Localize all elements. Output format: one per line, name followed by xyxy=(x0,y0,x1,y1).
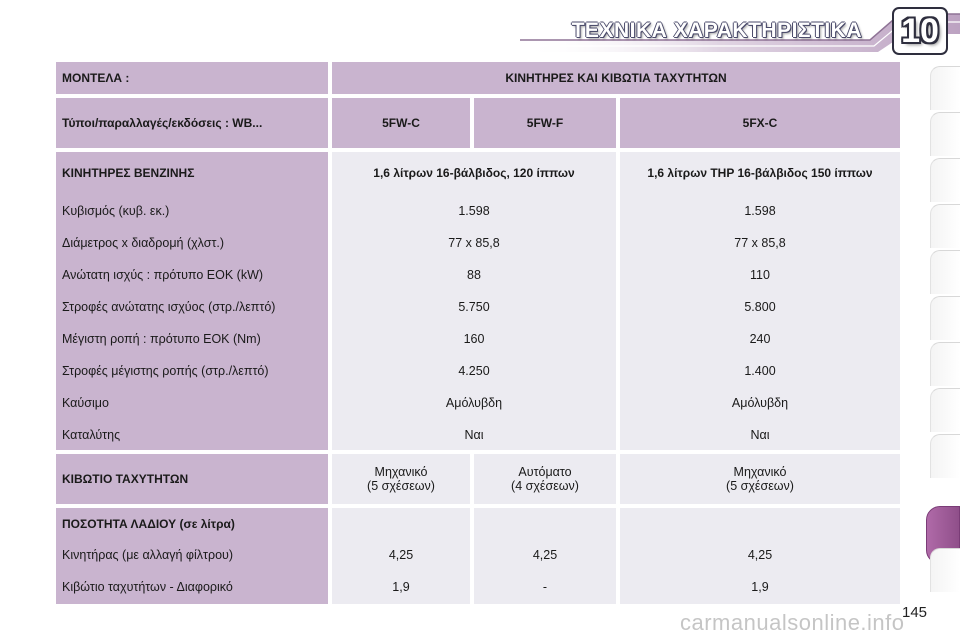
chapter-tab[interactable] xyxy=(930,66,960,110)
variant-5fx-c: 5FX-C xyxy=(620,98,900,148)
oil-row-value: 4,25 xyxy=(388,548,414,562)
spec-row-label: Καταλύτης xyxy=(62,428,121,442)
spec-row-label: Μέγιστη ροπή : πρότυπο ΕΟΚ (Nm) xyxy=(62,332,261,346)
engine-1-name: 1,6 λίτρων 16-βάλβιδος, 120 ίππων xyxy=(373,166,575,180)
chapter-tab[interactable] xyxy=(930,158,960,202)
chapter-tab[interactable] xyxy=(930,112,960,156)
chapter-header xyxy=(0,0,960,58)
chapter-tab[interactable] xyxy=(930,296,960,340)
petrol-section-title: ΚΙΝΗΤΗΡΕΣ ΒΕΝΖΙΝΗΣ xyxy=(62,166,195,180)
spec-row-value-engine1: 1.598 xyxy=(458,204,490,218)
oil-section-title: ΠΟΣΟΤΗΤΑ ΛΑΔΙΟΥ (σε λίτρα) xyxy=(62,517,235,531)
gearbox-type: Μηχανικό xyxy=(374,465,428,479)
chapter-tab[interactable] xyxy=(930,204,960,248)
gearbox-type: Μηχανικό xyxy=(733,465,787,479)
oil-row-value: 1,9 xyxy=(751,580,769,594)
spec-row-value-engine1: 5.750 xyxy=(458,300,490,314)
chapter-tab[interactable] xyxy=(930,548,960,592)
spec-row-value-engine2: 110 xyxy=(750,268,770,282)
chapter-tab[interactable] xyxy=(930,434,960,478)
gearbox-5fw-c xyxy=(332,454,470,504)
oil-row-label: Κιβώτιο ταχυτήτων - Διαφορικό xyxy=(62,580,233,594)
gearbox-5fw-f xyxy=(474,454,616,504)
spec-row-value-engine1: Αμόλυβδη xyxy=(445,396,503,410)
gearbox-5fx-c xyxy=(620,454,900,504)
spec-row-label: Στροφές ανώτατης ισχύος (στρ./λεπτό) xyxy=(62,300,276,314)
models-label: ΜΟΝΤΕΛΑ : xyxy=(56,62,328,94)
gearbox-ratios: (5 σχέσεων) xyxy=(726,479,794,493)
spec-row-value-engine1: 4.250 xyxy=(458,364,490,378)
spec-row-label: Κυβισμός (κυβ. εκ.) xyxy=(62,204,170,218)
variant-5fw-c: 5FW-C xyxy=(332,98,470,148)
types-label: Τύποι/παραλλαγές/εκδόσεις : WB... xyxy=(56,98,328,148)
spec-row-value-engine2: 1.598 xyxy=(744,204,776,218)
chapter-tab[interactable] xyxy=(930,250,960,294)
spec-row-label: Στροφές μέγιστης ροπής (στρ./λεπτό) xyxy=(62,364,269,378)
oil-row-value: - xyxy=(542,580,548,594)
chapter-tab-strip xyxy=(926,66,960,586)
spec-row-value-engine2: Αμόλυβδη xyxy=(731,396,789,410)
spec-row-value-engine1: 88 xyxy=(467,268,481,282)
gearbox-type: Αυτόματο xyxy=(518,465,572,479)
oil-row-value: 4,25 xyxy=(532,548,558,562)
spec-row-value-engine2: 77 x 85,8 xyxy=(734,236,786,250)
spec-row-label: Ανώτατη ισχύς : πρότυπο ΕΟΚ (kW) xyxy=(62,268,264,282)
chapter-title: ΤΕΧΝΙΚΑ ΧΑΡΑΚΤΗΡΙΣΤΙΚΑ xyxy=(571,19,862,42)
chapter-tab[interactable] xyxy=(930,388,960,432)
variant-5fw-f: 5FW-F xyxy=(474,98,616,148)
engines-header: ΚΙΝΗΤΗΡΕΣ ΚΑΙ ΚΙΒΩΤΙΑ ΤΑΧΥΤΗΤΩΝ xyxy=(332,62,900,94)
watermark: carmanualsonline.info xyxy=(680,610,905,635)
spec-row-label: Καύσιμο xyxy=(62,396,109,410)
spec-row-value-engine1: 160 xyxy=(463,332,485,346)
spec-row-value-engine2: 240 xyxy=(749,332,771,346)
spec-row-value-engine2: Ναι xyxy=(750,428,770,442)
spec-row-value-engine2: 5.800 xyxy=(744,300,776,314)
spec-row-value-engine2: 1.400 xyxy=(744,364,776,378)
spec-row-value-engine1: 77 x 85,8 xyxy=(448,236,500,250)
spec-row-label: Διάμετρος x διαδρομή (χλστ.) xyxy=(62,236,225,250)
oil-row-label: Κινητήρας (με αλλαγή φίλτρου) xyxy=(62,548,234,562)
gearbox-ratios: (5 σχέσεων) xyxy=(367,479,435,493)
chapter-tab[interactable] xyxy=(930,342,960,386)
spec-row-value-engine1: Ναι xyxy=(464,428,484,442)
chapter-number-badge: 10 xyxy=(901,12,939,50)
page-number: 145 xyxy=(902,604,928,621)
gearbox-section-title: ΚΙΒΩΤΙΟ ΤΑΧΥΤΗΤΩΝ xyxy=(56,454,328,504)
oil-row-value: 1,9 xyxy=(392,580,410,594)
oil-row-value: 4,25 xyxy=(747,548,773,562)
engine-2-name: 1,6 λίτρων THP 16-βάλβιδος 150 ίππων xyxy=(647,166,873,180)
gearbox-ratios: (4 σχέσεων) xyxy=(511,479,579,493)
